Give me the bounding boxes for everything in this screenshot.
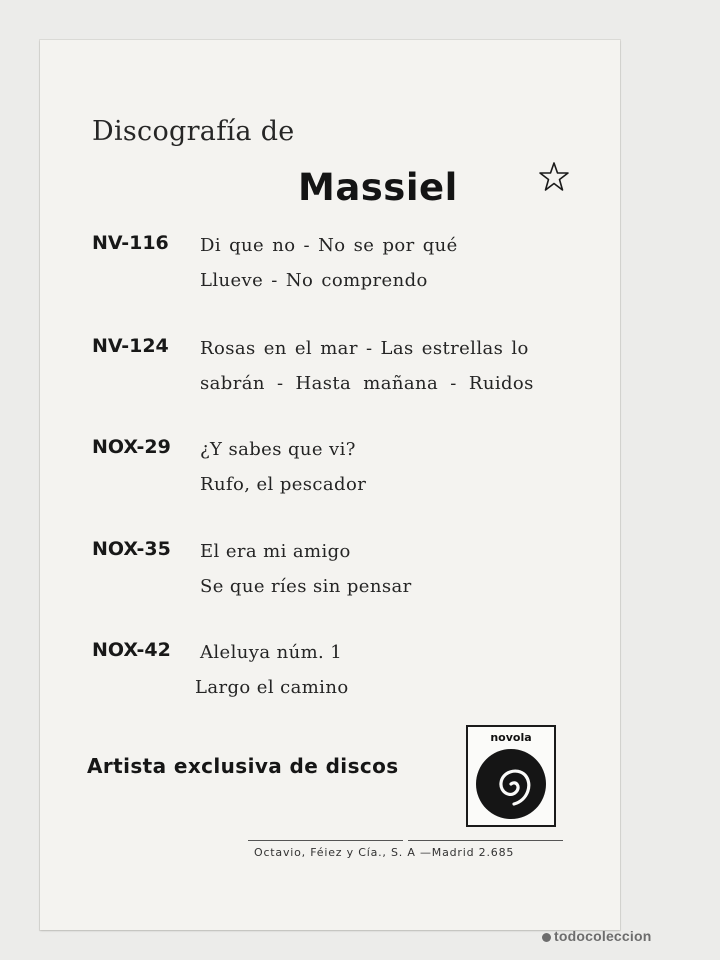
record-songs-line: sabrán - Hasta mañana - Ruidos (200, 373, 534, 394)
exclusive-artist-text: Artista exclusiva de discos (87, 754, 399, 778)
record-code: NOX-42 (92, 639, 171, 661)
record-code: NV-116 (92, 232, 169, 254)
record-songs-line: Rosas en el mar - Las estrellas lo (200, 338, 529, 359)
divider-line (408, 840, 563, 841)
record-songs-line: Aleluya núm. 1 (200, 642, 343, 663)
logo-label: novola (490, 731, 532, 744)
record-songs-line: Se que ríes sin pensar (200, 576, 412, 597)
watermark-text: todocoleccion (554, 928, 652, 944)
printer-credit: Octavio, Féiez y Cía., S. A —Madrid 2.685 (254, 846, 515, 859)
star-outline-icon (537, 160, 571, 194)
record-songs-line: Llueve - No comprendo (200, 270, 428, 291)
artist-name: Massiel (298, 166, 458, 209)
spiral-record-icon (473, 747, 549, 821)
divider-line (248, 840, 403, 841)
discography-heading: Discografía de (92, 116, 295, 147)
record-code: NOX-29 (92, 436, 171, 458)
watermark-dot-icon (542, 933, 551, 942)
record-code: NV-124 (92, 335, 169, 357)
record-songs-line: El era mi amigo (200, 541, 351, 562)
novola-logo (466, 725, 556, 827)
record-songs-line: Rufo, el pescador (200, 474, 367, 495)
postcard (40, 40, 620, 930)
record-songs-line: Largo el camino (195, 677, 349, 698)
record-songs-line: ¿Y sabes que vi? (200, 439, 356, 460)
record-songs-line: Di que no - No se por qué (200, 235, 458, 256)
watermark (542, 928, 652, 944)
record-code: NOX-35 (92, 538, 171, 560)
